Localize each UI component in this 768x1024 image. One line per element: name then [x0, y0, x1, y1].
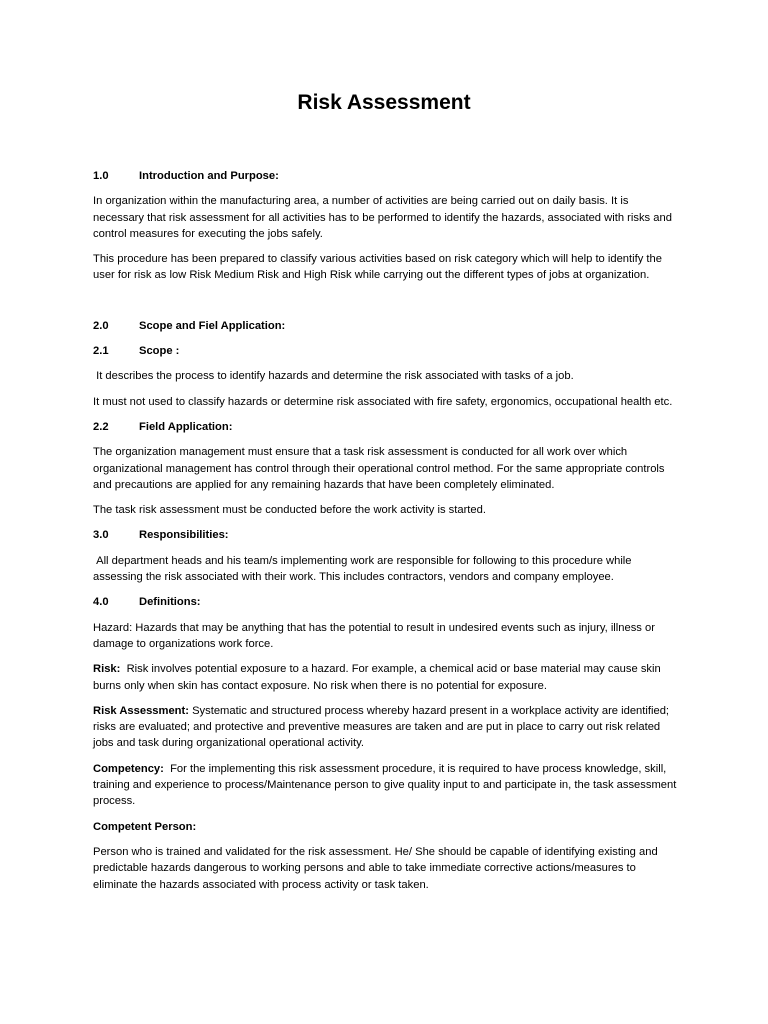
definition-term: Risk Assessment:	[93, 704, 189, 717]
field-paragraph-1: The organization management must ensure that a task risk assessment is conducted for all work over which organizational management has control through their operational control method. For the same appropriate controls and precautions are applied for any remaining hazards that have been completely eliminated.	[93, 446, 665, 491]
definition-text: Systematic and structured process whereby hazard present in a workplace activity are identified; risks are evaluated; and protective and preventive measures are taken and are put in place to carry out risk related jobs and task during organizational operational activity.	[93, 704, 673, 750]
definition-text: Risk involves potential exposure to a hazard. For example, a chemical acid or base material may cause skin burns only when skin has contact exposure. No risk when there is no potential for exposure.	[93, 663, 664, 692]
section-number: 2.1	[93, 345, 109, 358]
definition-hazard: Hazard: Hazards that may be anything that has the potential to result in undesired events such as injury, illness or damage to organizations work force.	[93, 621, 655, 650]
field-paragraph-2: The task risk assessment must be conducted before the work activity is started.	[93, 504, 486, 517]
scope-paragraph-2: It must not used to classify hazards or determine risk associated with fire safety, ergonomics, occupational health etc.	[93, 395, 673, 408]
section-title: Scope and Fiel Application:	[139, 319, 286, 332]
document-title: Risk Assessment	[297, 91, 471, 114]
definition-term: Competency:	[93, 762, 164, 775]
section-heading-intro	[93, 168, 678, 184]
section-number: 3.0	[93, 529, 109, 542]
section-number: 4.0	[93, 596, 109, 609]
intro-paragraph-1: In organization within the manufacturing area, a number of activities are being carried out on daily basis. It is necessary that risk assessment for all activities has to be performed to identify the hazards, associated with risks and control measures for executing the jobs safely.	[93, 195, 672, 240]
section-number: 2.0	[93, 319, 109, 332]
definition-competent-person-heading: Competent Person:	[93, 820, 197, 833]
spacer	[93, 293, 678, 318]
section-title: Responsibilities:	[139, 529, 229, 542]
document-body	[93, 168, 678, 902]
definition-competency	[93, 761, 678, 810]
definition-risk	[93, 661, 678, 694]
section-heading-scope	[93, 343, 678, 359]
responsibilities-paragraph: All department heads and his team/s implementing work are responsible for following to this procedure while assessing the risk associated with their work. This includes contractors, vendors and company employee.	[93, 554, 635, 584]
section-title: Definitions:	[139, 596, 201, 609]
definition-risk-assessment	[93, 703, 678, 752]
section-number: 2.2	[93, 420, 109, 433]
definition-term: Risk:	[93, 663, 121, 676]
scope-paragraph-1: It describes the process to identify hazards and determine the risk associated with tasks of a job.	[93, 370, 574, 383]
section-title: Field Application:	[139, 420, 233, 433]
section-heading-field	[93, 419, 678, 435]
definition-text: For the implementing this risk assessment procedure, it is required to have process knowledge, skill, training and experience to process/Maintenance person to give quality input to and participate in, the task assessment process.	[93, 762, 680, 808]
section-title: Introduction and Purpose:	[139, 170, 279, 182]
section-title: Scope :	[139, 345, 180, 358]
definition-competent-person-text: Person who is trained and validated for the risk assessment. He/ She should be capable of identifying existing and predictable hazards dangerous to working persons and able to take immediate corrective actions/measures to eliminate the hazards associated with process activity or task taken.	[93, 845, 658, 891]
section-heading-scope-field	[93, 318, 678, 334]
section-heading-responsibilities	[93, 527, 678, 543]
section-number: 1.0	[93, 170, 109, 182]
intro-paragraph-2: This procedure has been prepared to classify various activities based on risk category which will help to identify the user for risk as low Risk Medium Risk and High Risk while carrying out the different types of jobs at organization.	[93, 253, 662, 282]
section-heading-definitions	[93, 594, 678, 610]
